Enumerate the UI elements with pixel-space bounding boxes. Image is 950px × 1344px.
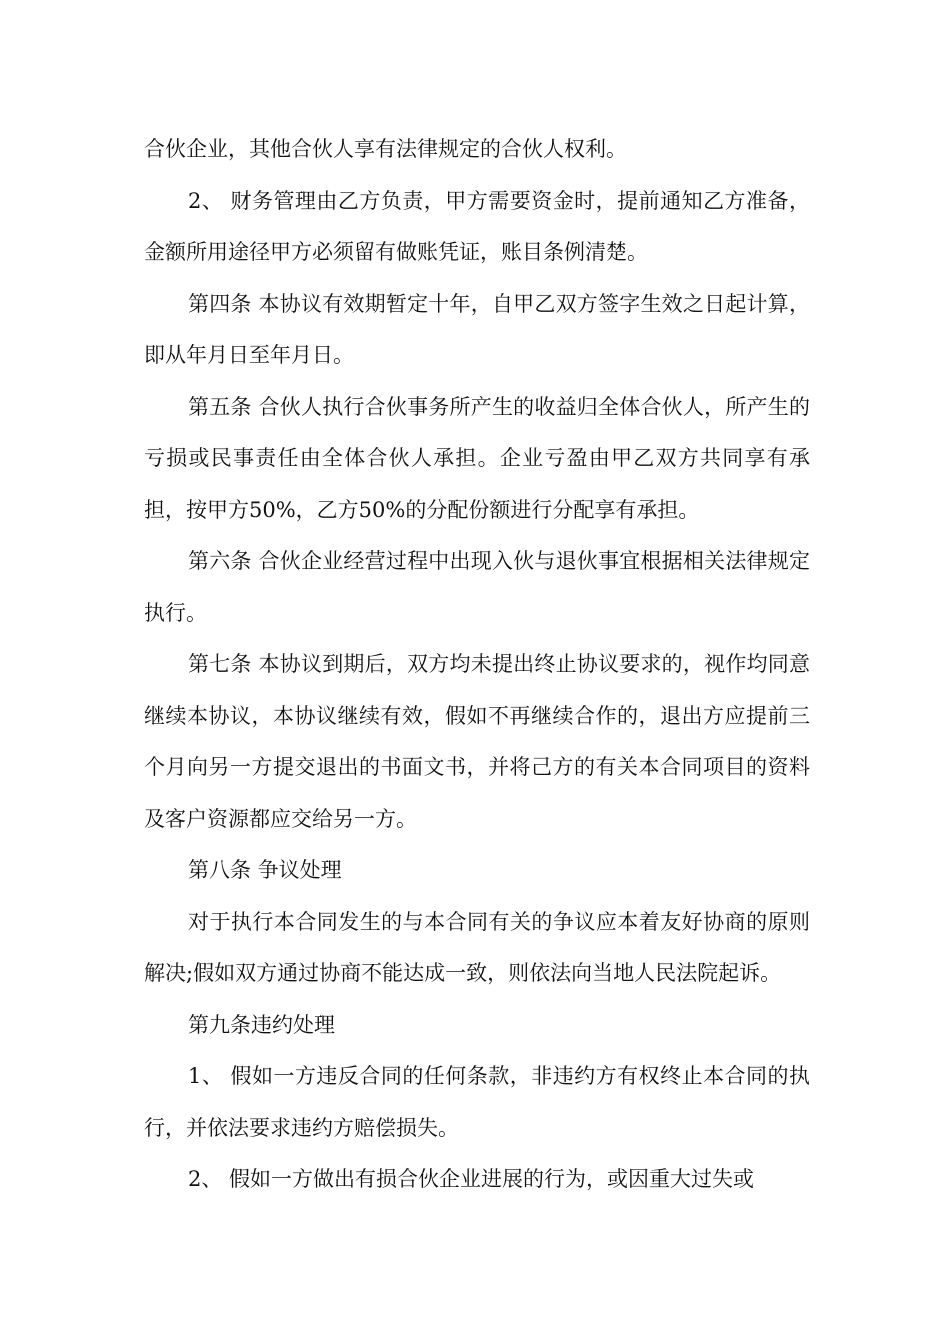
paragraph-continuation: 合伙企业，其他合伙人享有法律规定的合伙人权利。	[144, 137, 627, 161]
paragraph-breach-2: 2、 假如一方做出有损合伙企业进展的行为，或因重大过失或	[188, 1167, 755, 1191]
heading-article-8: 第八条 争议处理	[188, 858, 342, 882]
paragraph-dispute-resolution: 对于执行本合同发生的与本合同有关的争议应本着友好协商的原则解决;假如双方通过协商不能达成一致，则依法向当地人民法院起诉。	[144, 909, 810, 985]
document-body	[144, 124, 810, 1206]
paragraph-finance-management: 2、 财务管理由乙方负责，甲方需要资金时，提前通知乙方准备，金额所用途径甲方必须留有做账凭证，账目条例清楚。	[144, 188, 810, 264]
paragraph-article-4: 第四条 本协议有效期暂定十年，自甲乙双方签字生效之日起计算，即从年月日至年月日。	[144, 291, 810, 367]
paragraph-article-6: 第六条 合伙企业经营过程中出现入伙与退伙事宜根据相关法律规定执行。	[144, 549, 810, 625]
paragraph-article-7: 第七条 本协议到期后，双方均未提出终止协议要求的，视作均同意继续本协议，本协议继续有效，假如不再继续合作的，退出方应提前三个月向另一方提交退出的书面文书，并将己方的有关本合同项目的资料及客户资源都应交给另一方。	[144, 652, 810, 831]
heading-article-9: 第九条违约处理	[188, 1012, 335, 1037]
paragraph-article-5: 第五条 合伙人执行合伙事务所产生的收益归全体合伙人，所产生的亏损或民事责任由全体合伙人承担。企业亏盈由甲乙双方共同享有承担，按甲方50%，乙方50%的分配份额进行分配享有承担。	[144, 394, 810, 522]
paragraph-breach-1: 1、 假如一方违反合同的任何条款，非违约方有权终止本合同的执行，并依法要求违约方赔偿损失。	[144, 1064, 810, 1140]
